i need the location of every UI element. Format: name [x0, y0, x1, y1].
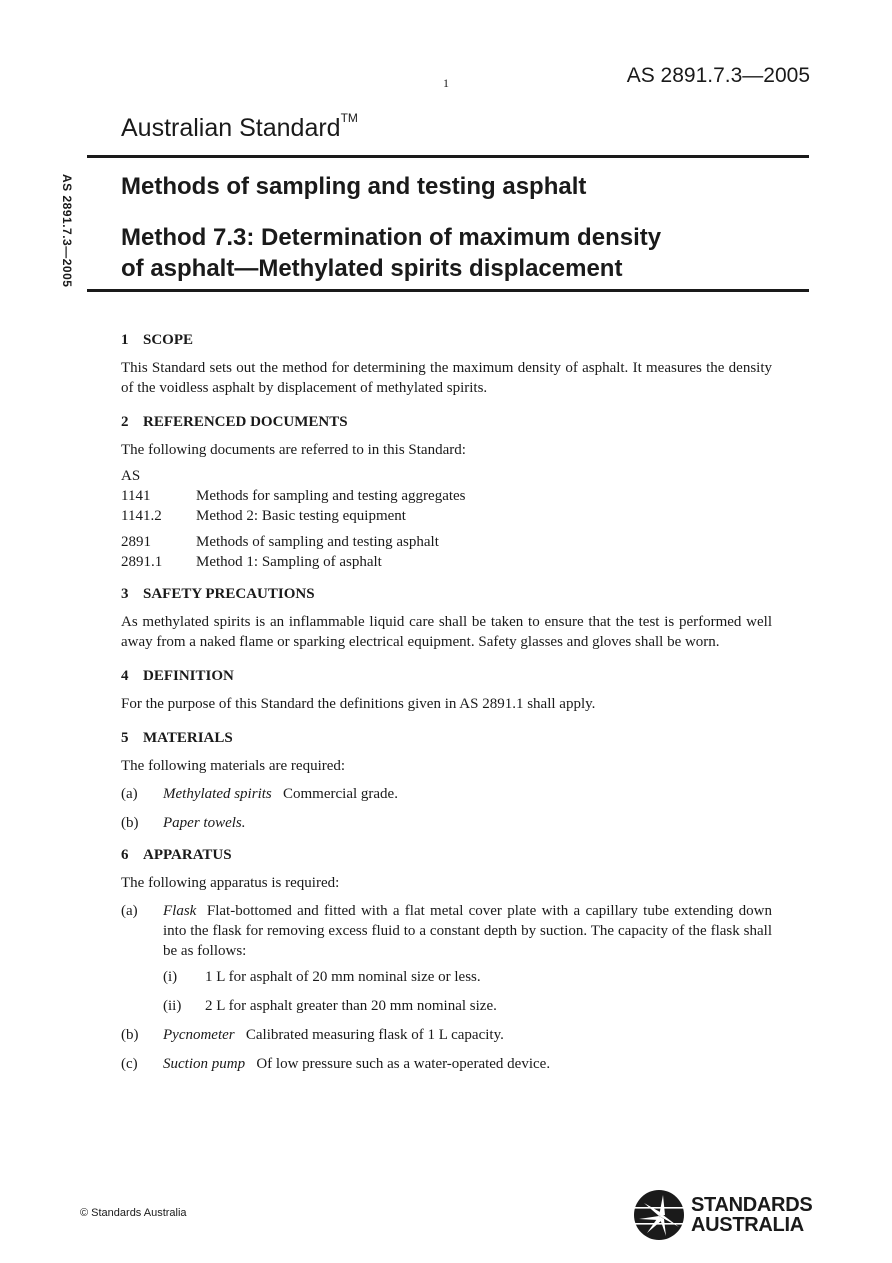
document-title: Methods of sampling and testing asphalt	[121, 173, 587, 200]
materials-intro: The following materials are required:	[121, 758, 346, 774]
sublist-item: (i) 1 L for asphalt of 20 mm nominal size or less.	[163, 969, 481, 985]
method-title	[121, 222, 661, 284]
standards-australia-logo	[633, 1189, 812, 1241]
reference-row: 1141 Methods for sampling and testing aggregates	[121, 488, 466, 504]
top-rule	[87, 155, 809, 158]
apparatus-intro: The following apparatus is required:	[121, 875, 340, 891]
item-term: Suction pump	[163, 1056, 246, 1072]
section-heading-scope: 1 SCOPE	[121, 332, 194, 348]
side-tab: AS 2891.7.3—2005	[60, 174, 74, 288]
list-item: (c) Suction pump Of low pressure such as a water-operated device.	[121, 1056, 551, 1072]
refs-intro: The following documents are referred to in this Standard:	[121, 442, 466, 458]
reference-group	[121, 532, 772, 572]
list-item: (b) Paper towels.	[121, 815, 246, 831]
standard-code: AS 2891.7.3—2005	[626, 64, 810, 87]
document-body	[121, 330, 772, 1086]
list-item: (a) Flask Flat-bottomed and fitted with a flat metal cover plate with a capillary tube extending down into the flask for removing excess fluid to a constant depth by suction. The capacity of the flask shall be as follows: (i) 1 L for asphalt of 20 mm nominal size or less. (ii) 2 L for asphalt greater than 20 mm nominal size.	[121, 903, 773, 1014]
method-title-line2: of asphalt—Methylated spirits displacement	[121, 255, 623, 282]
logo-line-standards: STANDARDS	[691, 1194, 813, 1216]
item-term: Paper towels.	[163, 815, 246, 831]
starburst-globe-icon	[633, 1189, 685, 1241]
item-term: Methylated spirits	[163, 786, 272, 802]
capacity-sublist	[163, 967, 772, 1016]
materials-list	[121, 784, 772, 833]
section-heading-safety: 3 SAFETY PRECAUTIONS	[121, 586, 315, 602]
item-term: Pycnometer	[163, 1027, 235, 1043]
reference-row: 2891 Methods of sampling and testing asphalt	[121, 534, 439, 550]
apparatus-list	[121, 901, 772, 1074]
section-heading-refs: 2 REFERENCED DOCUMENTS	[121, 414, 348, 430]
definition-text: For the purpose of this Standard the definitions given in AS 2891.1 shall apply.	[121, 696, 596, 712]
section-heading-materials: 5 MATERIALS	[121, 730, 233, 746]
logo-line-australia: AUSTRALIA	[691, 1214, 804, 1236]
section-heading-apparatus: 6 APPARATUS	[121, 847, 232, 863]
page-number: 1	[443, 76, 449, 90]
series-name	[121, 111, 358, 143]
list-item: (a) Methylated spirits Commercial grade.	[121, 786, 398, 802]
trademark: TM	[340, 111, 358, 125]
reference-group	[121, 486, 772, 526]
section-heading-definition: 4 DEFINITION	[121, 668, 234, 684]
reference-list	[121, 466, 772, 572]
item-term: Flask	[163, 903, 197, 919]
refs-prefix: AS	[121, 468, 141, 484]
list-item: (b) Pycnometer Calibrated measuring flask of 1 L capacity.	[121, 1027, 504, 1043]
scope-text: This Standard sets out the method for determining the maximum density of asphalt. It measures the density of the voidless asphalt by displacement of methylated spirits.	[121, 360, 772, 396]
reference-row: 2891.1 Method 1: Sampling of asphalt	[121, 554, 382, 570]
safety-text: As methylated spirits is an inflammable liquid care shall be taken to ensure that the test is performed well away from a naked flame or sparking electrical equipment. Safety glasses and gloves shall be worn.	[121, 614, 772, 650]
logo-wordmark	[691, 1195, 812, 1235]
method-title-line1: Method 7.3: Determination of maximum density	[121, 224, 662, 251]
copyright-notice: © Standards Australia	[80, 1207, 187, 1219]
series-label: Australian Standard	[121, 114, 341, 142]
sublist-item: (ii) 2 L for asphalt greater than 20 mm nominal size.	[163, 998, 497, 1014]
title-rule	[87, 289, 809, 292]
reference-row: 1141.2 Method 2: Basic testing equipment	[121, 508, 406, 524]
